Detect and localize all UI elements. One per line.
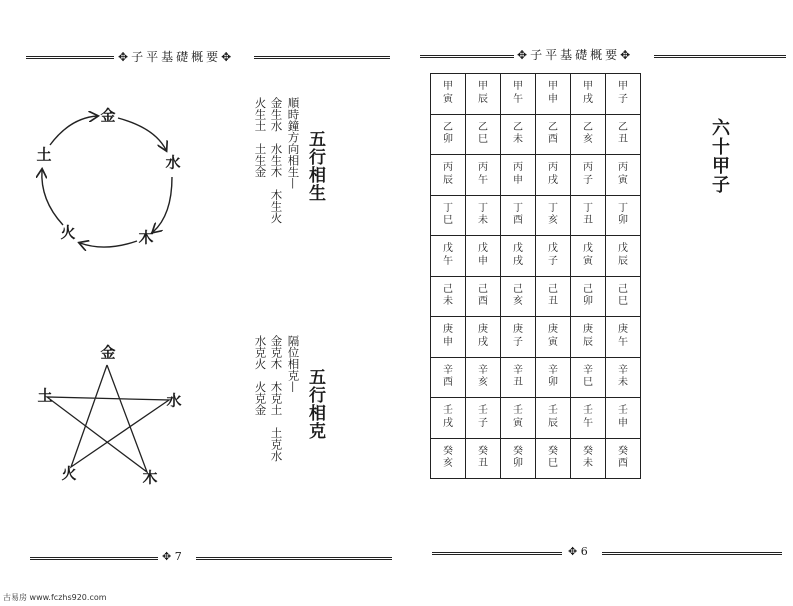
earthly-branch: 戌: [583, 93, 593, 105]
jiazi-cell: [571, 236, 606, 277]
jiazi-cell: [431, 155, 466, 196]
heavenly-stem: 戊: [548, 243, 558, 255]
heavenly-stem: 己: [443, 283, 453, 295]
section-text-sheng-3: 火生土 土生金: [253, 97, 268, 178]
section-text-sheng-2: 金生水 水生木 木生火: [269, 97, 284, 224]
footer-rule-right: [196, 557, 392, 560]
heavenly-stem: 丁: [548, 202, 558, 214]
jiazi-cell: [466, 195, 501, 236]
circle-node-huo: 火: [60, 223, 76, 242]
jiazi-cell: [431, 74, 466, 115]
earthly-branch: 午: [443, 255, 453, 267]
heavenly-stem: 己: [513, 283, 523, 295]
table-row: [431, 276, 641, 317]
jiazi-cell: [501, 398, 536, 439]
heavenly-stem: 乙: [478, 121, 488, 133]
heavenly-stem: 庚: [513, 324, 523, 336]
heavenly-stem: 乙: [618, 121, 628, 133]
earthly-branch: 丑: [583, 215, 593, 227]
jiazi-cell: [606, 195, 641, 236]
heavenly-stem: 己: [478, 283, 488, 295]
jiazi-cell: [431, 195, 466, 236]
jiazi-cell: [501, 114, 536, 155]
earthly-branch: 巳: [618, 296, 628, 308]
earthly-branch: 亥: [443, 458, 453, 470]
circle-node-tu: 土: [36, 145, 52, 164]
jiazi-cell: [536, 276, 571, 317]
heavenly-stem: 甲: [513, 81, 523, 93]
heavenly-stem: 辛: [618, 364, 628, 376]
earthly-branch: 卯: [513, 458, 523, 470]
earthly-branch: 卯: [618, 215, 628, 227]
heavenly-stem: 戊: [583, 243, 593, 255]
jiazi-cell: [431, 357, 466, 398]
sixty-jiazi-table: [430, 73, 641, 479]
heavenly-stem: 丙: [548, 162, 558, 174]
earthly-branch: 戌: [443, 417, 453, 429]
footer-rule-left: [432, 552, 562, 555]
star-node-jin: 金: [100, 343, 116, 362]
table-row: [431, 398, 641, 439]
jiazi-cell: [501, 155, 536, 196]
earthly-branch: 丑: [513, 377, 523, 389]
sheng-arc-mu-huo: [80, 241, 137, 247]
earthly-branch: 戌: [478, 336, 488, 348]
heavenly-stem: 丙: [583, 162, 593, 174]
jiazi-cell: [466, 317, 501, 358]
heavenly-stem: 己: [548, 283, 558, 295]
ornament-icon: ✥: [568, 545, 578, 558]
table-row: [431, 114, 641, 155]
jiazi-cell: [466, 236, 501, 277]
jiazi-cell: [571, 317, 606, 358]
earthly-branch: 巳: [548, 458, 558, 470]
section-text-ke-3: 水克火 火克金: [253, 335, 268, 416]
jiazi-cell: [431, 276, 466, 317]
table-row: [431, 74, 641, 115]
heavenly-stem: 癸: [548, 445, 558, 457]
jiazi-cell: [466, 155, 501, 196]
heavenly-stem: 丁: [478, 202, 488, 214]
page-header: [517, 46, 633, 63]
section-title-ke: 五行相克: [305, 368, 325, 440]
left-page: [0, 0, 396, 606]
earthly-branch: 酉: [513, 215, 523, 227]
heavenly-stem: 丁: [583, 202, 593, 214]
earthly-branch: 寅: [513, 417, 523, 429]
earthly-branch: 戌: [548, 174, 558, 186]
heavenly-stem: 乙: [443, 121, 453, 133]
heavenly-stem: 戊: [513, 243, 523, 255]
earthly-branch: 亥: [548, 215, 558, 227]
jiazi-cell: [606, 114, 641, 155]
earthly-branch: 申: [443, 336, 453, 348]
earthly-branch: 卯: [443, 134, 453, 146]
earthly-branch: 子: [513, 336, 523, 348]
jiazi-cell: [571, 398, 606, 439]
ornament-icon: ✥: [221, 50, 235, 64]
heavenly-stem: 甲: [478, 81, 488, 93]
earthly-branch: 丑: [478, 458, 488, 470]
earthly-branch: 寅: [548, 336, 558, 348]
heavenly-stem: 丙: [443, 162, 453, 174]
jiazi-cell: [466, 357, 501, 398]
sheng-cycle-diagram: [0, 0, 396, 606]
footer-rule-right: [602, 552, 782, 555]
circle-node-mu: 木: [138, 228, 154, 247]
earthly-branch: 午: [618, 336, 628, 348]
heavenly-stem: 己: [583, 283, 593, 295]
heavenly-stem: 己: [618, 283, 628, 295]
jiazi-cell: [606, 155, 641, 196]
jiazi-cell: [536, 74, 571, 115]
jiazi-cell: [466, 438, 501, 479]
earthly-branch: 辰: [548, 417, 558, 429]
heavenly-stem: 壬: [443, 405, 453, 417]
heavenly-stem: 甲: [618, 81, 628, 93]
heavenly-stem: 庚: [478, 324, 488, 336]
jiazi-cell: [606, 357, 641, 398]
heavenly-stem: 乙: [548, 121, 558, 133]
earthly-branch: 戌: [513, 255, 523, 267]
earthly-branch: 子: [548, 255, 558, 267]
heavenly-stem: 乙: [583, 121, 593, 133]
right-page: [396, 0, 793, 606]
earthly-branch: 巳: [583, 377, 593, 389]
jiazi-cell: [571, 74, 606, 115]
table-row: [431, 357, 641, 398]
heavenly-stem: 乙: [513, 121, 523, 133]
earthly-branch: 酉: [618, 458, 628, 470]
jiazi-cell: [536, 438, 571, 479]
jiazi-cell: [431, 114, 466, 155]
earthly-branch: 亥: [583, 134, 593, 146]
heavenly-stem: 庚: [618, 324, 628, 336]
header-title: 子平基礎概要: [131, 50, 222, 64]
earthly-branch: 申: [478, 255, 488, 267]
jiazi-cell: [606, 276, 641, 317]
heavenly-stem: 辛: [548, 364, 558, 376]
heavenly-stem: 丁: [443, 202, 453, 214]
earthly-branch: 未: [443, 296, 453, 308]
earthly-branch: 未: [583, 458, 593, 470]
earthly-branch: 寅: [583, 255, 593, 267]
jiazi-cell: [431, 236, 466, 277]
jiazi-cell: [606, 236, 641, 277]
jiazi-cell: [536, 155, 571, 196]
earthly-branch: 子: [478, 417, 488, 429]
jiazi-cell: [571, 114, 606, 155]
heavenly-stem: 戊: [478, 243, 488, 255]
earthly-branch: 辰: [618, 255, 628, 267]
sheng-arc-shui-mu: [153, 177, 172, 232]
jiazi-cell: [571, 195, 606, 236]
heavenly-stem: 庚: [583, 324, 593, 336]
heavenly-stem: 癸: [618, 445, 628, 457]
jiazi-cell: [571, 438, 606, 479]
heavenly-stem: 庚: [548, 324, 558, 336]
earthly-branch: 酉: [478, 296, 488, 308]
heavenly-stem: 丁: [618, 202, 628, 214]
heavenly-stem: 戊: [618, 243, 628, 255]
heavenly-stem: 壬: [583, 405, 593, 417]
ornament-icon: ✥: [620, 48, 634, 62]
star-node-shui: 水: [166, 391, 182, 410]
earthly-branch: 寅: [443, 93, 453, 105]
earthly-branch: 申: [548, 93, 558, 105]
ornament-icon: ✥: [517, 48, 531, 62]
heavenly-stem: 癸: [513, 445, 523, 457]
table-row: [431, 236, 641, 277]
watermark: 古易房 www.fczhs920.com: [3, 593, 107, 602]
star-node-mu: 木: [142, 468, 158, 487]
table-row: [431, 195, 641, 236]
heavenly-stem: 丙: [478, 162, 488, 174]
jiazi-cell: [501, 195, 536, 236]
jiazi-cell: [501, 317, 536, 358]
section-title-sheng: 五行相生: [305, 130, 325, 202]
heavenly-stem: 癸: [443, 445, 453, 457]
jiazi-cell: [606, 317, 641, 358]
heavenly-stem: 壬: [548, 405, 558, 417]
jiazi-cell: [536, 317, 571, 358]
earthly-branch: 巳: [478, 134, 488, 146]
header-title: 子平基礎概要: [530, 48, 621, 62]
jiazi-cell: [536, 114, 571, 155]
heavenly-stem: 辛: [443, 364, 453, 376]
jiazi-cell: [501, 438, 536, 479]
header-rule-left: [420, 55, 514, 58]
earthly-branch: 辰: [443, 174, 453, 186]
earthly-branch: 申: [513, 174, 523, 186]
table-row: [431, 317, 641, 358]
jiazi-cell: [501, 357, 536, 398]
heavenly-stem: 癸: [583, 445, 593, 457]
page-number: ✥ 6: [568, 545, 588, 558]
star-node-huo: 火: [61, 464, 77, 483]
jiazi-cell: [606, 438, 641, 479]
jiazi-cell: [431, 398, 466, 439]
earthly-branch: 子: [583, 174, 593, 186]
earthly-branch: 辰: [583, 336, 593, 348]
heavenly-stem: 庚: [443, 324, 453, 336]
jiazi-cell: [536, 398, 571, 439]
jiazi-cell: [536, 357, 571, 398]
jiazi-cell: [571, 155, 606, 196]
earthly-branch: 卯: [548, 377, 558, 389]
jiazi-cell: [501, 276, 536, 317]
heavenly-stem: 戊: [443, 243, 453, 255]
heavenly-stem: 甲: [583, 81, 593, 93]
ornament-icon: ✥: [118, 50, 132, 64]
heavenly-stem: 甲: [548, 81, 558, 93]
star-node-tu: 土: [37, 386, 53, 405]
earthly-branch: 寅: [618, 174, 628, 186]
earthly-branch: 辰: [478, 93, 488, 105]
circle-node-shui: 水: [165, 153, 181, 172]
earthly-branch: 未: [618, 377, 628, 389]
heavenly-stem: 壬: [478, 405, 488, 417]
jiazi-cell: [606, 398, 641, 439]
heavenly-stem: 辛: [513, 364, 523, 376]
earthly-branch: 未: [478, 215, 488, 227]
header-rule-right: [654, 55, 786, 58]
heavenly-stem: 壬: [618, 405, 628, 417]
earthly-branch: 丑: [548, 296, 558, 308]
heavenly-stem: 丁: [513, 202, 523, 214]
jiazi-cell: [501, 74, 536, 115]
jiazi-cell: [431, 317, 466, 358]
sheng-arc-tu-jin: [50, 116, 97, 145]
jiazi-cell: [571, 357, 606, 398]
footer-rule-left: [30, 557, 158, 560]
earthly-branch: 丑: [618, 134, 628, 146]
earthly-branch: 申: [618, 417, 628, 429]
jiazi-cell: [466, 398, 501, 439]
ornament-icon: ✥: [162, 550, 172, 563]
jiazi-cell: [606, 74, 641, 115]
jiazi-cell: [536, 236, 571, 277]
earthly-branch: 午: [513, 93, 523, 105]
jiazi-cell: [466, 276, 501, 317]
earthly-branch: 未: [513, 134, 523, 146]
section-text-ke-1: 隔位相克—: [286, 335, 301, 393]
earthly-branch: 亥: [478, 377, 488, 389]
earthly-branch: 卯: [583, 296, 593, 308]
earthly-branch: 午: [583, 417, 593, 429]
earthly-branch: 子: [618, 93, 628, 105]
earthly-branch: 酉: [548, 134, 558, 146]
earthly-branch: 亥: [513, 296, 523, 308]
heavenly-stem: 甲: [443, 81, 453, 93]
jiazi-cell: [431, 438, 466, 479]
earthly-branch: 酉: [443, 377, 453, 389]
sheng-arc-huo-tu: [42, 170, 63, 225]
earthly-branch: 巳: [443, 215, 453, 227]
jiazi-cell: [466, 74, 501, 115]
heavenly-stem: 辛: [583, 364, 593, 376]
table-row: [431, 438, 641, 479]
heavenly-stem: 丙: [618, 162, 628, 174]
heavenly-stem: 丙: [513, 162, 523, 174]
section-text-ke-2: 金克木 木克土 土克水: [269, 335, 284, 462]
heavenly-stem: 壬: [513, 405, 523, 417]
jiazi-cell: [536, 195, 571, 236]
heavenly-stem: 辛: [478, 364, 488, 376]
page-number: ✥ 7: [162, 550, 182, 563]
table-row: [431, 155, 641, 196]
heavenly-stem: 癸: [478, 445, 488, 457]
jiazi-cell: [501, 236, 536, 277]
earthly-branch: 午: [478, 174, 488, 186]
section-text-sheng-1: 順時鐘方向相生—: [286, 97, 301, 189]
jiazi-cell: [571, 276, 606, 317]
sheng-arc-jin-shui: [118, 118, 166, 150]
ke-star-lines: [47, 365, 169, 472]
section-title-jiazi: 六十甲子: [709, 118, 730, 194]
circle-node-jin: 金: [100, 106, 116, 125]
jiazi-cell: [466, 114, 501, 155]
